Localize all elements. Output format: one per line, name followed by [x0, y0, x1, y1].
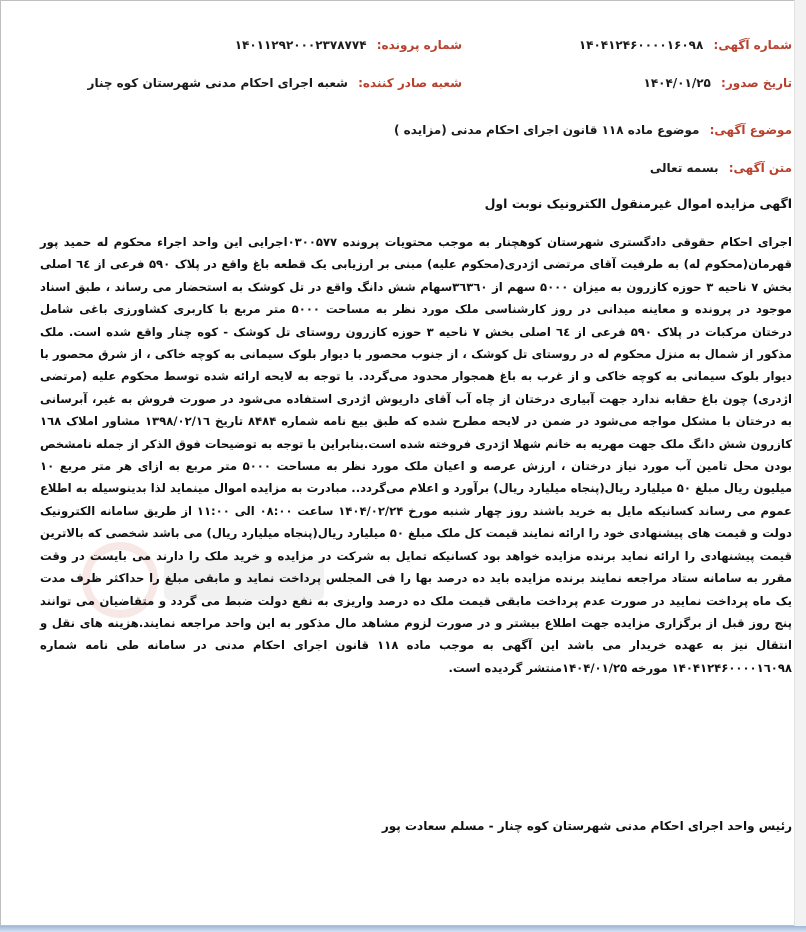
notice-number-field [579, 38, 792, 52]
case-number-field [235, 38, 462, 52]
case-number-value: ۱۴۰۱۱۲۹۲۰۰۰۲۳۷۸۷۷۴ [234, 38, 367, 52]
subject-value: موضوع ماده ۱۱۸ قانون اجرای احکام مدنی (مزایده ) [394, 123, 700, 137]
notice-heading: اگهی مزایده اموال غیرمنقول الکترونیک نوبت اول [484, 196, 792, 211]
issuer-field [88, 76, 462, 90]
text-value: بسمه تعالی [649, 161, 719, 175]
text-label: متن آگهی: [728, 161, 792, 175]
subject-field [394, 123, 792, 137]
notice-number-label: شماره آگهی: [713, 38, 792, 52]
signature-line: رئیس واحد اجرای احکام مدنی شهرستان کوه چنار - مسلم سعادت پور [381, 819, 792, 833]
subject-label: موضوع آگهی: [709, 123, 792, 137]
text-field [650, 161, 792, 175]
issuer-value: شعبه اجرای احکام مدنی شهرستان کوه چنار [87, 76, 348, 90]
issue-date-label: تاریخ صدور: [721, 76, 792, 90]
issue-date-field [644, 76, 793, 90]
scrollbar[interactable] [794, 0, 806, 932]
notice-document [40, 30, 792, 910]
case-number-label: شماره پرونده: [376, 38, 462, 52]
window-bottom-edge [0, 926, 806, 932]
issuer-label: شعبه صادر کننده: [358, 76, 462, 90]
issue-date-value: ۱۴۰۴/۰۱/۲۵ [643, 76, 711, 90]
notice-number-value: ۱۴۰۴۱۲۴۶۰۰۰۰۱۶۰۹۸ [578, 38, 704, 52]
notice-body: اجرای احکام حقوقی دادگستری شهرستان کوهچنار به موجب محتویات پرونده ۰۳۰۰۵۷۷اجرایی این واحد اجراء محکوم له حمید پور قهرمان(محکوم له) به طرفیت آقای مرتضی اژدری(محکوم علیه) مبنی بر ارزیابی یک قطعه باغ واقع در پلاک ۵۹۰ فرعی از ٦٤ اصلی بخش ۷ ناحیه ۳ حوزه کازرون به میزان ۵۰۰۰ سهم از ۳٦۳٦۰سهام شش دانگ واقع در تل کوشک به استحضار می رساند ، طبق اسناد موجود در پرونده و معاینه میدانی در روز کارشناسی ملک مورد نظر به مساحت ۵۰۰۰ متر مربع با کاربری کشاورزی باغی شامل درختان مرکبات در پلاک ۵۹۰ فرعی از ٦٤ اصلی بخش ۷ ناحیه ۳ حوزه کازرون روستای تل کوشک - کوه چنار واقع شده است. ملک مذکور از شمال به منزل محکوم له در روستای تل کوشک ، از جنوب محصور با دیوار بلوک سیمانی به کوچه خاکی ، از شرق محصور با دیوار بلوک سیمانی به کوچه خاکی و از غرب به باغ همجوار محدود می‌گردد. با توجه به لایحه ارائه شده توسط محکوم علیه (مرتضی اژدری) چون باغ حقابه ندارد جهت آبیاری درختان از چاه آب آقای داریوش اژدری استفاده می‌شود در صورت فروش به غیر، آبرسانی به درختان با مشکل مواجه می‌شود در ضمن در لایحه مطرح شده که طبق بیع نامه شماره ۸۴۸۴ تاریخ ۱۳۹۸/۰۲/۱٦ مشاور املاک ۱٦۸ کازرون شش دانگ ملک جهت مهریه به خانم شهلا اژدری فروخته شده است.بنابراین با توجه به توضیحات فوق الذکر از جمله نامشخص بودن محل تامین آب مورد نیاز درختان ، ارزش عرصه و اعیان ملک مورد نظر به مساحت ۵۰۰۰ متر مربع به ازای هر متر مربع ۱۰ میلیون ریال مبلغ ۵۰ میلیارد ریال(پنجاه میلیارد ریال) برآورد و اعلام می‌گردد.. مبادرت به مزایده اموال مینماید لذا بدینوسیله به اطلاع عموم می رساند کسانیکه مایل به خرید باشند روز چهار شنبه مورخ ۱۴۰۴/۰۲/۲۴ ساعت ۰۸:۰۰ الی ۱۱:۰۰ از طریق سامانه الکترونیک دولت و قیمت های پیشنهادی خود را ارائه نمایند قیمت کل ملک مبلغ ۵۰ میلیارد ریال(پنجاه میلیارد ریال) می باشد شخصی که بالاترین قیمت پیشنهادی را ارائه نماید برنده مزایده خواهد بود کسانیکه تمایل به شرکت در مزایده و خرید ملک را دارند می بایست در وقت مقرر به سامانه ستاد مراجعه نمایند برنده مزایده باید ده درصد بها را فی المجلس پرداخت نماید و مابقی مبلغ را حداکثر ظرف مدت یک ماه پرداخت نمایید در صورت عدم پرداخت مابقی قیمت ملک ده درصد واریزی به نفع دولت ضبط می گردد و متقاضیان می توانند پنج روز قبل از برگزاری مزایده جهت اطلاع بیشتر و در صورت لزوم مشاهد مال مذکور به این واحد مراجعه نمایند.هزینه های نقل و انتقال نیز به عهده خریدار می باشد این آگهی به موجب ماده ۱۱۸ قانون اجرای احکام مدنی در سامانه طی نامه شماره ۱۴۰۴۱۲۴۶۰۰۰۰۱٦۰۹۸ مورخه ۱۴۰۴/۰۱/۲۵منتشر گردیده است. [40, 235, 793, 675]
